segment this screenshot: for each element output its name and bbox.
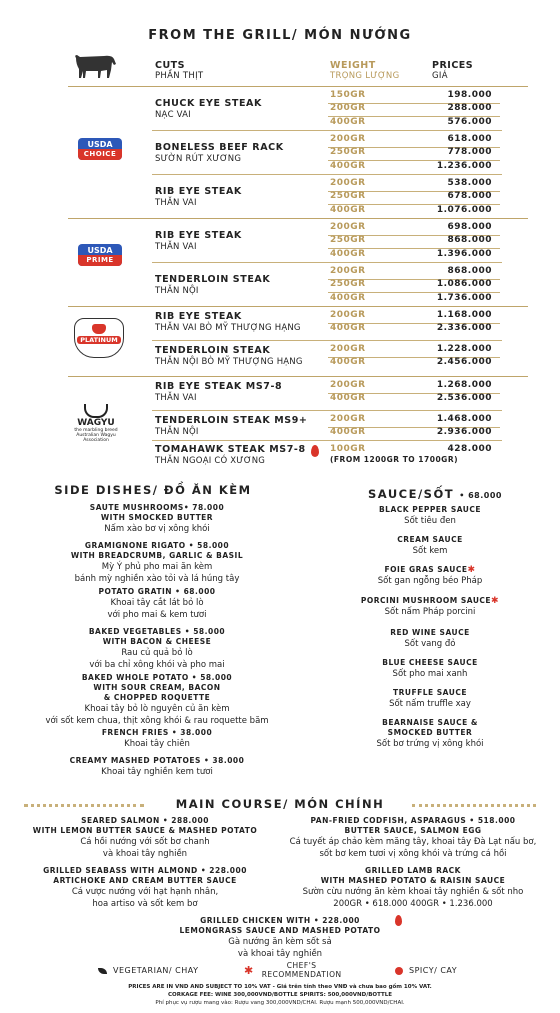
- bull-icon: [92, 324, 106, 334]
- main-course-title: MAIN COURSE/ MÓN CHÍNH: [175, 797, 385, 811]
- side-dish-name: BAKED WHOLE POTATO • 58.000 WITH SOUR CREAM, BACON & CHOPPED ROQUETTE: [81, 673, 233, 702]
- sauce-name-line: [330, 535, 530, 545]
- chili-icon: [395, 915, 402, 926]
- leaf-icon: [98, 968, 107, 974]
- chili-icon: [311, 445, 319, 457]
- cut-name-vi: THĂN VAI: [155, 197, 197, 208]
- cut-item: [155, 230, 242, 252]
- price-value: 698.000: [447, 222, 492, 232]
- side-dish-name: BAKED VEGETABLES • 58.000 WITH BACON & CHEESE: [88, 627, 226, 646]
- cut-item: [155, 311, 301, 333]
- sauce-item: [330, 628, 530, 650]
- main-course-name-vi: Sườn cừu nướng ăn kèm khoai tây nghiền & sốt nho 200GR • 618.000 400GR • 1.236.000: [302, 887, 524, 909]
- sub-divider: [152, 440, 502, 441]
- main-course-name-vi: Gà nướng ăn kèm sốt sả và khoai tây nghiền: [228, 937, 332, 959]
- weight-value: 400GR: [330, 323, 366, 334]
- main-course-name: GRILLED CHICKEN WITH • 228.000 LEMONGRASS SAUCE AND MASHED POTATO: [179, 916, 381, 935]
- cut-name: BONELESS BEEF RACK: [155, 141, 284, 153]
- weight-value: 200GR: [330, 178, 366, 188]
- cut-item: [155, 345, 303, 367]
- cut-item: [155, 274, 270, 296]
- side-dish: [22, 503, 292, 535]
- side-dish-name-vi: Khoai tây nghiền kem tươi: [101, 767, 213, 777]
- side-dish: [22, 756, 292, 778]
- star-icon: ✱: [467, 565, 476, 575]
- weight-value: 400GR: [330, 427, 366, 438]
- side-dish-name-vi: Khoai tây bỏ lò nguyên củ ăn kèm với sốt kem chua, thịt xông khói & rau roquette băm: [45, 704, 269, 726]
- price-value: 868.000: [447, 266, 492, 276]
- sauce-name: TRUFFLE SAUCE: [393, 688, 467, 697]
- weight-value: 250GR: [330, 191, 366, 202]
- side-dishes-title: SIDE DISHES/ ĐỒ ĂN KÈM: [54, 483, 252, 497]
- main-course-name-vi: Cá tuyết áp chảo kèm măng tây, khoai tây Đà Lạt nấu bơ, sốt bơ kem tươi vị xông khói và trứng cá hồi: [289, 837, 537, 859]
- weight-note: (FROM 1200GR TO 1700GR): [330, 455, 459, 464]
- weight-value: 200GR: [330, 222, 366, 232]
- side-dish: [22, 627, 292, 671]
- footer-corkage-vi: Phí phục vụ rượu mang vào: Rượu vang 300,000VND/CHAI. Rượu mạnh 500,000VND/CHAI.: [155, 1000, 405, 1006]
- cut-name-vi: THĂN NGOẠI CÓ XƯƠNG: [155, 456, 266, 466]
- cut-name: TOMAHAWK STEAK MS7-8: [155, 444, 306, 455]
- weight-value: 250GR: [330, 279, 366, 290]
- cut-name: RIB EYE STEAK: [155, 311, 242, 323]
- price-value: 1.468.000: [436, 414, 492, 424]
- star-icon: ✱: [491, 596, 500, 606]
- sauce-name-line: [330, 688, 530, 698]
- side-dish: [22, 541, 292, 585]
- sauce-name-vi: Sốt gan ngỗng béo Pháp: [377, 576, 483, 586]
- price-value: 576.000: [447, 116, 492, 127]
- main-course-name: PAN-FRIED CODFISH, ASPARAGUS • 518.000 BUTTER SAUCE, SALMON EGG: [310, 816, 516, 835]
- sauce-name: FOIE GRAS SAUCE: [384, 565, 468, 574]
- sauce-item: [330, 688, 530, 710]
- price-value: 1.086.000: [436, 279, 492, 290]
- header-weight: WEIGHT TRỌNG LƯỢNG: [330, 60, 400, 81]
- side-dish-name-vi: Mỳ Ý phủ pho mai ăn kèm bánh mỳ nghiền xào tỏi và lá húng tây: [74, 562, 240, 584]
- sauce-name: BLUE CHEESE SAUCE: [382, 658, 478, 667]
- usda-choice-badge: USDA CHOICE: [78, 138, 122, 160]
- main-course-name-vi: Cá hồi nướng với sốt bơ chanh và khoai tây nghiền: [80, 837, 210, 859]
- price-value: 198.000: [447, 90, 492, 100]
- weight-value: 200GR: [330, 380, 366, 390]
- sauce-name: PORCINI MUSHROOM SAUCE: [360, 596, 492, 605]
- platinum-badge: PLATINUM: [74, 318, 124, 358]
- weight-value: 400GR: [330, 204, 366, 215]
- sauce-name-vi: Sốt vang đỏ: [404, 639, 456, 649]
- cut-name-vi: SƯỜN RÚT XƯƠNG: [155, 153, 242, 164]
- price-value: 2.336.000: [436, 323, 492, 334]
- sauce-name-line: [330, 565, 530, 575]
- main-course-item: [14, 816, 276, 860]
- side-dish-name: POTATO GRATIN • 68.000: [98, 587, 216, 596]
- side-dish-name: CREAMY MASHED POTATOES • 38.000: [69, 756, 245, 765]
- sauce-name-line: [330, 628, 530, 638]
- cut-name: TENDERLOIN STEAK: [155, 273, 271, 285]
- price-value: 1.076.000: [436, 204, 492, 215]
- side-dish: [22, 587, 292, 621]
- cut-item: [155, 98, 262, 120]
- price-value: 1.396.000: [436, 248, 492, 259]
- side-dish-name: GRAMIGNONE RIGATO • 58.000 WITH BREADCRUMB, GARLIC & BASIL: [70, 541, 244, 560]
- legend-chef: ✱ CHEF'S RECOMMENDATION: [244, 961, 342, 979]
- divider: [68, 218, 528, 219]
- main-course-name: GRILLED LAMB RACK WITH MASHED POTATO & RAISIN SAUCE: [320, 866, 506, 885]
- weight-value: 200GR: [330, 344, 366, 354]
- sub-divider: [152, 262, 502, 263]
- legend-vegetarian: VEGETARIAN/ CHAY: [98, 966, 198, 975]
- sauce-name-line: [330, 658, 530, 668]
- side-dish: [22, 728, 292, 750]
- sauce-item: [330, 565, 530, 587]
- sauce-item: [330, 596, 530, 618]
- sub-divider: [152, 340, 502, 341]
- sauce-name: CREAM SAUCE: [397, 535, 463, 544]
- cut-name: RIB EYE STEAK MS7-8: [155, 381, 283, 393]
- sauce-item: [330, 505, 530, 527]
- sauce-name-vi: Sốt tiêu đen: [404, 516, 456, 526]
- cut-name: TENDERLOIN STEAK MS9+: [155, 415, 308, 427]
- sauce-item: [330, 718, 530, 750]
- price-value: 538.000: [447, 178, 492, 188]
- weight-value: 400GR: [330, 393, 366, 404]
- sauce-name-vi: Sốt nấm truffle xay: [389, 699, 471, 709]
- cut-item: [155, 186, 242, 208]
- cut-name-vi: THĂN VAI: [155, 393, 197, 404]
- cut-name-vi: THĂN VAI BÒ MỸ THƯỢNG HẠNG: [155, 323, 301, 334]
- price-value: 678.000: [447, 191, 492, 202]
- cut-item: [155, 142, 284, 164]
- cut-name: TENDERLOIN STEAK: [155, 345, 271, 357]
- weight-value: 400GR: [330, 116, 366, 127]
- main-course-item: [278, 816, 548, 860]
- weight-value: 200GR: [330, 134, 366, 144]
- sauce-name: BEARNAISE SAUCE & SMOCKED BUTTER: [382, 718, 478, 737]
- weight-value: 100GR: [330, 444, 366, 454]
- cut-name-vi: THĂN NỘI BÒ MỸ THƯỢNG HẠNG: [155, 357, 303, 368]
- sauce-name: RED WINE SAUCE: [390, 628, 470, 637]
- price-value: 2.536.000: [436, 393, 492, 404]
- cut-item: [155, 415, 308, 437]
- side-dish-name-vi: Khoai tây chiên: [124, 739, 190, 749]
- grill-title: FROM THE GRILL/ MÓN NƯỚNG: [148, 28, 412, 43]
- chili-icon: [395, 967, 403, 975]
- main-course-name: GRILLED SEABASS WITH ALMOND • 228.000 ARTICHOKE AND CREAM BUTTER SAUCE: [43, 866, 247, 885]
- sauce-item: [330, 535, 530, 557]
- weight-value: 200GR: [330, 414, 366, 424]
- cut-name: RIB EYE STEAK: [155, 229, 242, 241]
- weight-value: 200GR: [330, 310, 366, 320]
- weight-value: 200GR: [330, 103, 366, 114]
- sub-divider: [152, 410, 502, 411]
- divider: [68, 306, 528, 307]
- sauce-item: [330, 658, 530, 680]
- weight-value: 200GR: [330, 266, 366, 276]
- weight-value: 250GR: [330, 235, 366, 246]
- weight-value: 400GR: [330, 357, 366, 368]
- sauce-header: SAUCE/SỐT • 68.000: [368, 487, 502, 501]
- header-prices: PRICES GIÁ: [432, 60, 474, 81]
- price-value: 1.268.000: [436, 380, 492, 390]
- cut-item: [155, 381, 282, 403]
- main-course-item: [14, 866, 276, 910]
- sauce-name-vi: Sốt pho mai xanh: [392, 669, 468, 679]
- cut-name-vi: THĂN NỘI: [155, 427, 199, 438]
- cut-name-vi: NẠC VAI: [155, 109, 191, 120]
- price-value: 1.236.000: [436, 160, 492, 171]
- cut-name-vi: THĂN NỘI: [155, 285, 199, 296]
- price-value: 1.228.000: [436, 344, 492, 354]
- weight-value: 400GR: [330, 160, 366, 171]
- sub-divider: [152, 174, 502, 175]
- price-value: 1.736.000: [436, 292, 492, 303]
- side-dish-name-vi: Nấm xào bơ vị xông khói: [104, 524, 210, 534]
- footer-vat: PRICES ARE IN VND AND SUBJECT TO 10% VAT - Giá trên tính theo VNĐ và chưa bao gồm 10% VAT.: [128, 984, 432, 990]
- weight-value: 400GR: [330, 292, 366, 303]
- price-value: 288.000: [447, 103, 492, 114]
- price-value: 428.000: [447, 444, 492, 454]
- cut-item: [155, 444, 306, 466]
- sauce-name-vi: Sốt bơ trứng vị xông khói: [376, 739, 484, 749]
- sauce-name-line: [330, 718, 530, 738]
- sauce-name: BLACK PEPPER SAUCE: [378, 505, 482, 514]
- divider: [68, 376, 528, 377]
- sub-divider: [152, 130, 502, 131]
- star-icon: ✱: [244, 963, 254, 977]
- price-value: 2.936.000: [436, 427, 492, 438]
- price-value: 2.456.000: [436, 357, 492, 368]
- price-value: 868.000: [447, 235, 492, 246]
- cut-name: RIB EYE STEAK: [155, 185, 242, 197]
- side-dish-name: SAUTE MUSHROOMS• 78.000 WITH SMOCKED BUTTER: [89, 503, 225, 522]
- price-value: 1.168.000: [436, 310, 492, 320]
- usda-prime-badge: USDA PRIME: [78, 244, 122, 266]
- main-course-name-vi: Cá vược nướng với hạt hạnh nhân, hoa artiso và sốt kem bơ: [71, 887, 219, 909]
- sauce-name-vi: Sốt kem: [412, 546, 448, 556]
- legend-spicy: SPICY/ CAY: [395, 966, 457, 975]
- main-course-name: SEARED SALMON • 288.000 WITH LEMON BUTTER SAUCE & MASHED POTATO: [32, 816, 258, 835]
- main-course-item: [278, 866, 548, 910]
- wagyu-badge: WAGYU the marbling breed Australian Wagyu Association: [66, 404, 126, 443]
- cut-name: CHUCK EYE STEAK: [155, 97, 262, 109]
- side-dish-name-vi: Rau củ quả bỏ lò với ba chỉ xông khói và pho mai: [89, 648, 225, 670]
- weight-value: 400GR: [330, 248, 366, 259]
- weight-value: 150GR: [330, 90, 366, 100]
- cut-name-vi: THĂN VAI: [155, 241, 197, 252]
- weight-value: 250GR: [330, 147, 366, 158]
- price-value: 618.000: [447, 134, 492, 144]
- main-course-item: [100, 916, 460, 960]
- divider: [68, 86, 528, 87]
- bull-head-icon: [84, 404, 108, 418]
- cow-icon: [70, 50, 120, 80]
- footer-corkage: CORKAGE FEE: WINE 300,000VND/BOTTLE SPIRITS: 500,000VND/BOTTLE: [168, 992, 392, 998]
- side-dish: [22, 673, 292, 727]
- sauce-name-vi: Sốt nấm Pháp porcini: [384, 607, 476, 617]
- price-value: 778.000: [447, 147, 492, 158]
- side-dish-name-vi: Khoai tây cắt lát bỏ lò với pho mai & kem tươi: [107, 598, 207, 620]
- header-cuts: CUTS PHẦN THỊT: [155, 60, 204, 81]
- sauce-name-line: [330, 505, 530, 515]
- sauce-name-line: [330, 596, 530, 606]
- side-dish-name: FRENCH FRIES • 38.000: [101, 728, 213, 737]
